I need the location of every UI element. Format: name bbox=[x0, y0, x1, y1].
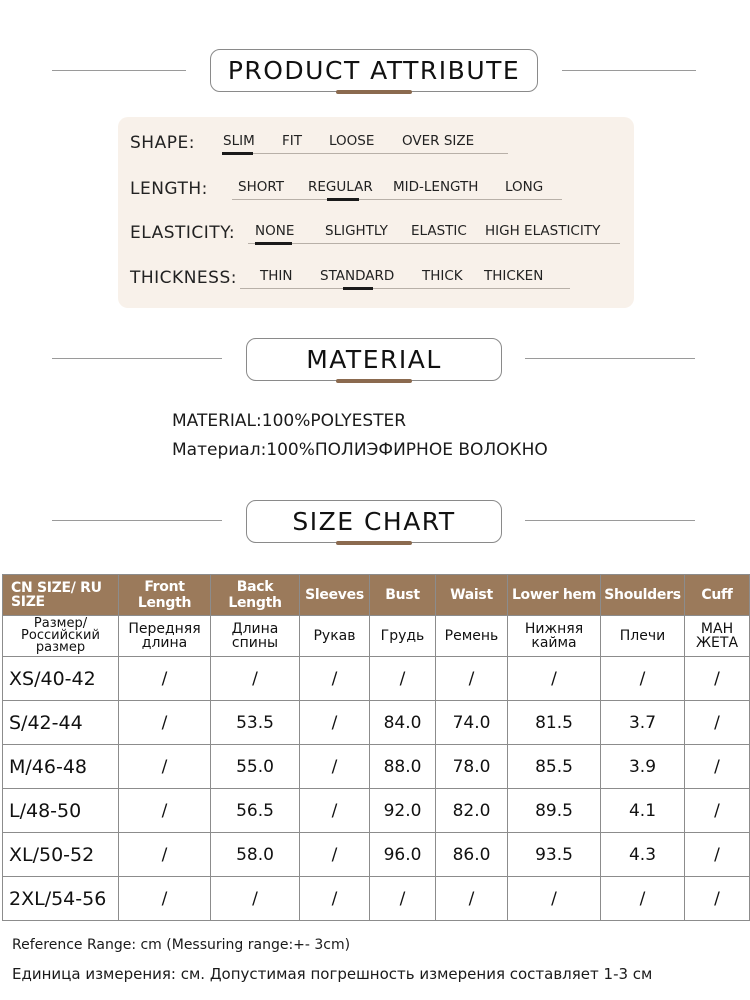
header-size: CN SIZE/ RU SIZE bbox=[3, 575, 119, 616]
table-cell: / bbox=[685, 877, 750, 921]
divider-right bbox=[562, 70, 696, 71]
table-cell: 86.0 bbox=[436, 833, 508, 877]
header-cuff: Cuff bbox=[685, 575, 750, 616]
table-row bbox=[3, 833, 750, 877]
table-cell: 85.5 bbox=[508, 745, 601, 789]
size-cell: L/48-50 bbox=[3, 789, 119, 833]
header-ru-waist: Ремень bbox=[436, 616, 508, 657]
table-cell: / bbox=[436, 657, 508, 701]
table-cell: / bbox=[119, 877, 211, 921]
table-cell: / bbox=[300, 701, 370, 745]
attr-baseline bbox=[222, 153, 508, 154]
table-cell: / bbox=[119, 833, 211, 877]
header-front-length: Front Length bbox=[119, 575, 211, 616]
table-cell: 56.5 bbox=[211, 789, 300, 833]
header-ru-cuff: МАН ЖЕТА bbox=[685, 616, 750, 657]
table-cell: 74.0 bbox=[436, 701, 508, 745]
table-cell: / bbox=[370, 877, 436, 921]
attr-selected-marker bbox=[343, 287, 373, 290]
size-chart-table bbox=[2, 574, 750, 921]
table-cell: / bbox=[300, 745, 370, 789]
attr-label-length: LENGTH: bbox=[130, 179, 208, 199]
attr-option-long: LONG bbox=[505, 179, 544, 195]
table-cell: / bbox=[685, 657, 750, 701]
table-cell: 82.0 bbox=[436, 789, 508, 833]
table-cell: 93.5 bbox=[508, 833, 601, 877]
attr-row-shape bbox=[130, 131, 630, 161]
attr-row-elasticity bbox=[130, 221, 635, 251]
attr-label-shape: SHAPE: bbox=[130, 133, 195, 153]
attr-option-short: SHORT bbox=[238, 179, 284, 195]
accent-bar bbox=[336, 541, 412, 545]
table-cell: 4.1 bbox=[601, 789, 685, 833]
divider-left bbox=[52, 70, 186, 71]
table-cell: / bbox=[601, 877, 685, 921]
table-cell: / bbox=[119, 745, 211, 789]
table-row bbox=[3, 789, 750, 833]
attr-option-standard: STANDARD bbox=[320, 268, 395, 284]
attr-selected-marker bbox=[327, 198, 359, 201]
table-cell: 55.0 bbox=[211, 745, 300, 789]
table-cell: 53.5 bbox=[211, 701, 300, 745]
table-cell: 92.0 bbox=[370, 789, 436, 833]
attr-option-none: NONE bbox=[255, 223, 295, 239]
section-title-material: MATERIAL bbox=[246, 338, 502, 381]
header-shoulders: Shoulders bbox=[601, 575, 685, 616]
header-ru-shoulders: Плечи bbox=[601, 616, 685, 657]
attr-option-over-size: OVER SIZE bbox=[402, 133, 475, 149]
attr-option-elastic: ELASTIC bbox=[411, 223, 467, 239]
table-cell: / bbox=[300, 833, 370, 877]
accent-bar bbox=[336, 90, 412, 94]
attr-option-loose: LOOSE bbox=[329, 133, 375, 149]
table-cell: / bbox=[685, 701, 750, 745]
attr-baseline bbox=[240, 288, 570, 289]
attr-option-fit: FIT bbox=[282, 133, 302, 149]
table-cell: / bbox=[211, 657, 300, 701]
material-en: MATERIAL:100%POLYESTER bbox=[172, 411, 407, 431]
size-cell: XS/40-42 bbox=[3, 657, 119, 701]
attr-option-slightly: SLIGHTLY bbox=[325, 223, 388, 239]
attr-selected-marker bbox=[222, 152, 253, 155]
table-row bbox=[3, 745, 750, 789]
attr-row-thickness bbox=[130, 266, 630, 296]
attr-baseline bbox=[232, 199, 562, 200]
header-bust: Bust bbox=[370, 575, 436, 616]
table-cell: / bbox=[119, 657, 211, 701]
table-cell: / bbox=[685, 745, 750, 789]
attr-option-thin: THIN bbox=[260, 268, 293, 284]
attr-label-elasticity: ELASTICITY: bbox=[130, 223, 236, 243]
attr-row-length bbox=[130, 177, 630, 207]
divider-left bbox=[52, 358, 222, 359]
attr-option-mid-length: MID-LENGTH bbox=[393, 179, 479, 195]
table-row bbox=[3, 701, 750, 745]
table-cell: 58.0 bbox=[211, 833, 300, 877]
divider-left bbox=[52, 520, 222, 521]
table-cell: / bbox=[685, 833, 750, 877]
material-ru: Материал:100%ПОЛИЭФИРНОЕ ВОЛОКНО bbox=[172, 440, 548, 460]
table-row bbox=[3, 657, 750, 701]
table-cell: / bbox=[508, 657, 601, 701]
table-cell: 81.5 bbox=[508, 701, 601, 745]
attr-label-thickness: THICKNESS: bbox=[130, 268, 237, 288]
size-cell: M/46-48 bbox=[3, 745, 119, 789]
header-sleeves: Sleeves bbox=[300, 575, 370, 616]
header-ru-size: Размер/ Российский размер bbox=[3, 616, 119, 657]
size-cell: S/42-44 bbox=[3, 701, 119, 745]
reference-range-note: Reference Range: cm (Messuring range:+- 3cm) bbox=[12, 937, 351, 953]
table-cell: / bbox=[119, 789, 211, 833]
attr-option-high-elasticity: HIGH ELASTICITY bbox=[485, 223, 601, 239]
table-row bbox=[3, 877, 750, 921]
attr-option-thicken: THICKEN bbox=[484, 268, 544, 284]
attr-option-regular: REGULAR bbox=[308, 179, 373, 195]
table-cell: 3.9 bbox=[601, 745, 685, 789]
table-cell: / bbox=[300, 789, 370, 833]
table-cell: / bbox=[119, 701, 211, 745]
attr-option-slim: SLIM bbox=[223, 133, 255, 149]
accent-bar bbox=[336, 379, 412, 383]
table-header-row-ru bbox=[3, 616, 750, 657]
section-title-product-attribute: PRODUCT ATTRIBUTE bbox=[210, 49, 538, 92]
attr-baseline bbox=[248, 243, 620, 244]
divider-right bbox=[525, 358, 695, 359]
table-header-row-en bbox=[3, 575, 750, 616]
attribute-panel bbox=[118, 117, 634, 308]
header-ru-bust: Грудь bbox=[370, 616, 436, 657]
table-cell: / bbox=[508, 877, 601, 921]
table-cell: 78.0 bbox=[436, 745, 508, 789]
size-cell: XL/50-52 bbox=[3, 833, 119, 877]
measurement-note-ru: Единица измерения: см. Допустимая погрешность измерения составляет 1-3 см bbox=[12, 965, 653, 983]
table-cell: 89.5 bbox=[508, 789, 601, 833]
header-ru-sleeves: Рукав bbox=[300, 616, 370, 657]
attr-selected-marker bbox=[255, 242, 292, 245]
table-cell: / bbox=[370, 657, 436, 701]
header-waist: Waist bbox=[436, 575, 508, 616]
header-ru-front-length: Передняя длина bbox=[119, 616, 211, 657]
table-cell: / bbox=[436, 877, 508, 921]
table-cell: / bbox=[300, 657, 370, 701]
header-ru-back-length: Длина спины bbox=[211, 616, 300, 657]
table-cell: / bbox=[601, 657, 685, 701]
table-cell: / bbox=[685, 789, 750, 833]
table-cell: 4.3 bbox=[601, 833, 685, 877]
size-cell: 2XL/54-56 bbox=[3, 877, 119, 921]
table-cell: 96.0 bbox=[370, 833, 436, 877]
header-ru-lower-hem: Нижняя кайма bbox=[508, 616, 601, 657]
table-cell: / bbox=[211, 877, 300, 921]
table-cell: 88.0 bbox=[370, 745, 436, 789]
table-cell: 84.0 bbox=[370, 701, 436, 745]
divider-right bbox=[525, 520, 695, 521]
attr-option-thick: THICK bbox=[422, 268, 463, 284]
section-title-size-chart: SIZE CHART bbox=[246, 500, 502, 543]
table-cell: / bbox=[300, 877, 370, 921]
header-back-length: Back Length bbox=[211, 575, 300, 616]
header-lower-hem: Lower hem bbox=[508, 575, 601, 616]
table-cell: 3.7 bbox=[601, 701, 685, 745]
